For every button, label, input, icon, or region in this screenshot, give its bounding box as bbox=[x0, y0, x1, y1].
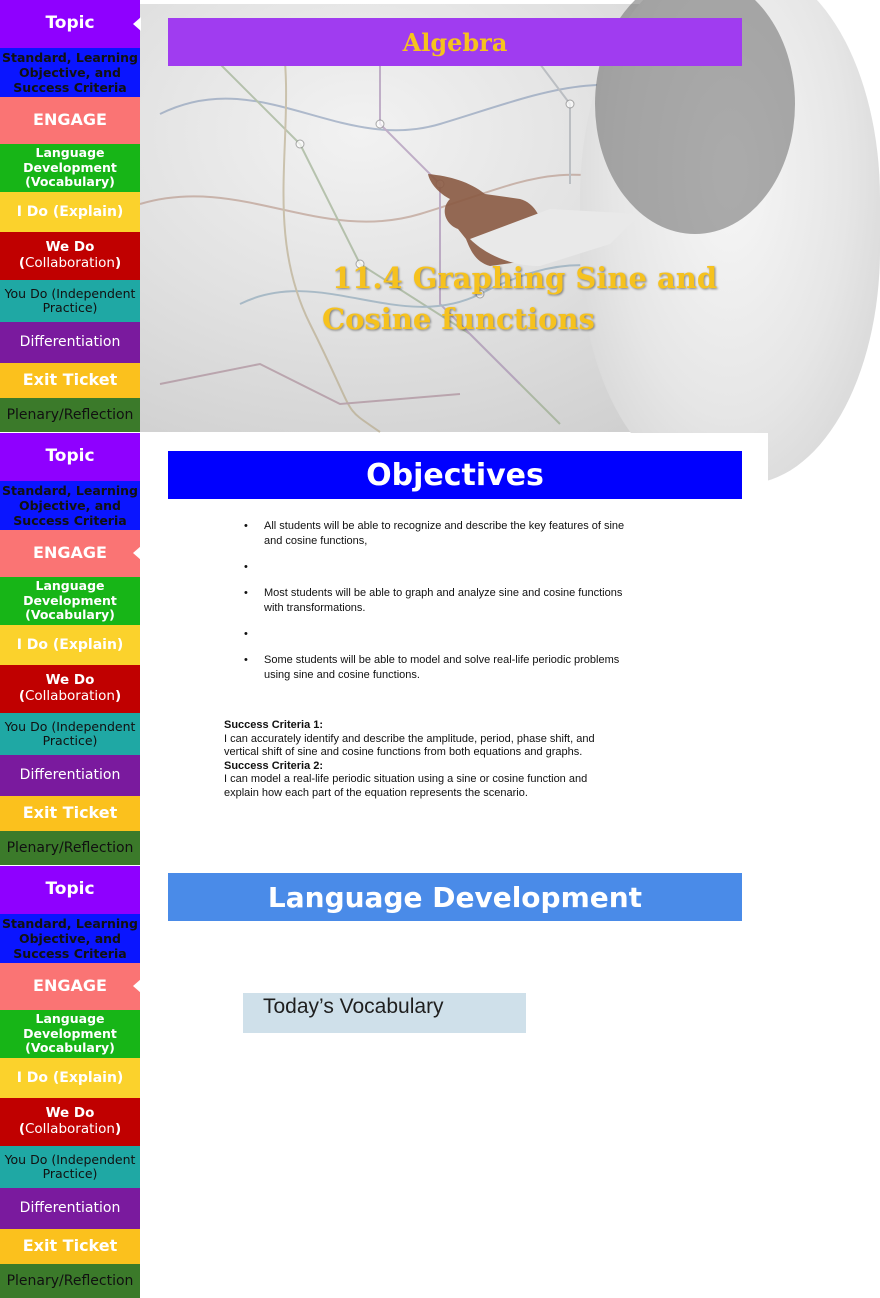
nav-engage[interactable]: ENGAGE bbox=[0, 97, 140, 144]
language-heading: Language Development bbox=[267, 880, 643, 914]
nav-you-do[interactable]: You Do (Independent Practice) bbox=[0, 713, 140, 755]
slide-objectives bbox=[0, 433, 768, 865]
nav-you-do[interactable]: You Do (Independent Practice) bbox=[0, 1146, 140, 1188]
nav-you-do[interactable]: You Do (Independent Practice) bbox=[0, 280, 140, 322]
nav-language-development[interactable]: Language Development (Vocabulary) bbox=[0, 144, 140, 192]
nav-plenary[interactable]: Plenary/Reflection bbox=[0, 831, 140, 865]
active-arrow-icon bbox=[133, 17, 141, 31]
nav-we-do[interactable]: We Do (Collaboration) bbox=[0, 665, 140, 713]
nav-plenary[interactable]: Plenary/Reflection bbox=[0, 1264, 140, 1298]
nav-plenary[interactable]: Plenary/Reflection bbox=[0, 398, 140, 432]
objectives-heading: Objectives bbox=[366, 457, 544, 493]
algebra-heading: Algebra bbox=[402, 27, 508, 57]
nav-standard[interactable]: Standard, Learning Objective, and Success Criteria bbox=[0, 48, 140, 97]
nav-exit-ticket[interactable]: Exit Ticket bbox=[0, 1229, 140, 1264]
slide-algebra-title bbox=[0, 0, 768, 432]
nav-exit-ticket[interactable]: Exit Ticket bbox=[0, 796, 140, 831]
criteria-2-text: I can model a real-life periodic situation using a sine or cosine function and explain how each part of the equation represents the scenario. bbox=[224, 773, 588, 799]
nav-topic[interactable]: Topic bbox=[0, 866, 140, 914]
success-criteria bbox=[224, 719, 614, 800]
list-item: • Some students will be able to model and solve real-life periodic problems using sine and cosine functions. bbox=[244, 653, 644, 683]
nav-exit-ticket[interactable]: Exit Ticket bbox=[0, 363, 140, 398]
list-item bbox=[244, 560, 644, 575]
nav-i-do[interactable]: I Do (Explain) bbox=[0, 1058, 140, 1098]
nav-differentiation[interactable]: Differentiation bbox=[0, 322, 140, 363]
nav-language-development[interactable]: Language Development (Vocabulary) bbox=[0, 1010, 140, 1058]
nav-topic[interactable]: Topic bbox=[0, 0, 140, 48]
vocabulary-title: Today’s Vocabulary bbox=[263, 995, 444, 1018]
criteria-2-label: Success Criteria 2: bbox=[224, 759, 324, 772]
nav-engage[interactable]: ENGAGE bbox=[0, 963, 140, 1010]
nav-language-development[interactable]: Language Development (Vocabulary) bbox=[0, 577, 140, 625]
slide-header-algebra bbox=[168, 18, 742, 66]
nav-we-do[interactable]: We Do (Collaboration) bbox=[0, 232, 140, 280]
criteria-1-label: Success Criteria 1: bbox=[224, 719, 324, 731]
nav-engage[interactable]: ENGAGE bbox=[0, 530, 140, 577]
list-item: • Most students will be able to graph and analyze sine and cosine functions with transformations. bbox=[244, 586, 644, 616]
nav-i-do[interactable]: I Do (Explain) bbox=[0, 192, 140, 232]
nav-standard[interactable]: Standard, Learning Objective, and Success Criteria bbox=[0, 481, 140, 530]
objectives-list bbox=[244, 519, 644, 683]
lesson-nav-sidebar bbox=[0, 433, 140, 865]
active-arrow-icon bbox=[133, 979, 141, 993]
lesson-nav-sidebar bbox=[0, 866, 140, 1298]
list-item bbox=[244, 627, 644, 642]
lesson-nav-sidebar bbox=[0, 0, 140, 432]
slide-language-development bbox=[0, 866, 768, 1289]
slide-header-language bbox=[168, 873, 742, 921]
slide-header-objectives bbox=[168, 451, 742, 499]
background-photo bbox=[140, 4, 768, 432]
nav-we-do[interactable]: We Do (Collaboration) bbox=[0, 1098, 140, 1146]
nav-differentiation[interactable]: Differentiation bbox=[0, 755, 140, 796]
nav-i-do[interactable]: I Do (Explain) bbox=[0, 625, 140, 665]
nav-standard[interactable]: Standard, Learning Objective, and Success Criteria bbox=[0, 914, 140, 963]
nav-differentiation[interactable]: Differentiation bbox=[0, 1188, 140, 1229]
list-item: • All students will be able to recognize and describe the key features of sine and cosine functions, bbox=[244, 519, 644, 549]
nav-topic[interactable]: Topic bbox=[0, 433, 140, 481]
active-arrow-icon bbox=[133, 546, 141, 560]
lesson-title: 11.4 Graphing Sine and Cosine functions bbox=[322, 261, 718, 336]
criteria-1-text: I can accurately identify and describe the amplitude, period, phase shift, and vertical shift of sine and cosine functions from both equations and graphs. bbox=[224, 732, 595, 758]
vocabulary-box bbox=[243, 993, 526, 1033]
